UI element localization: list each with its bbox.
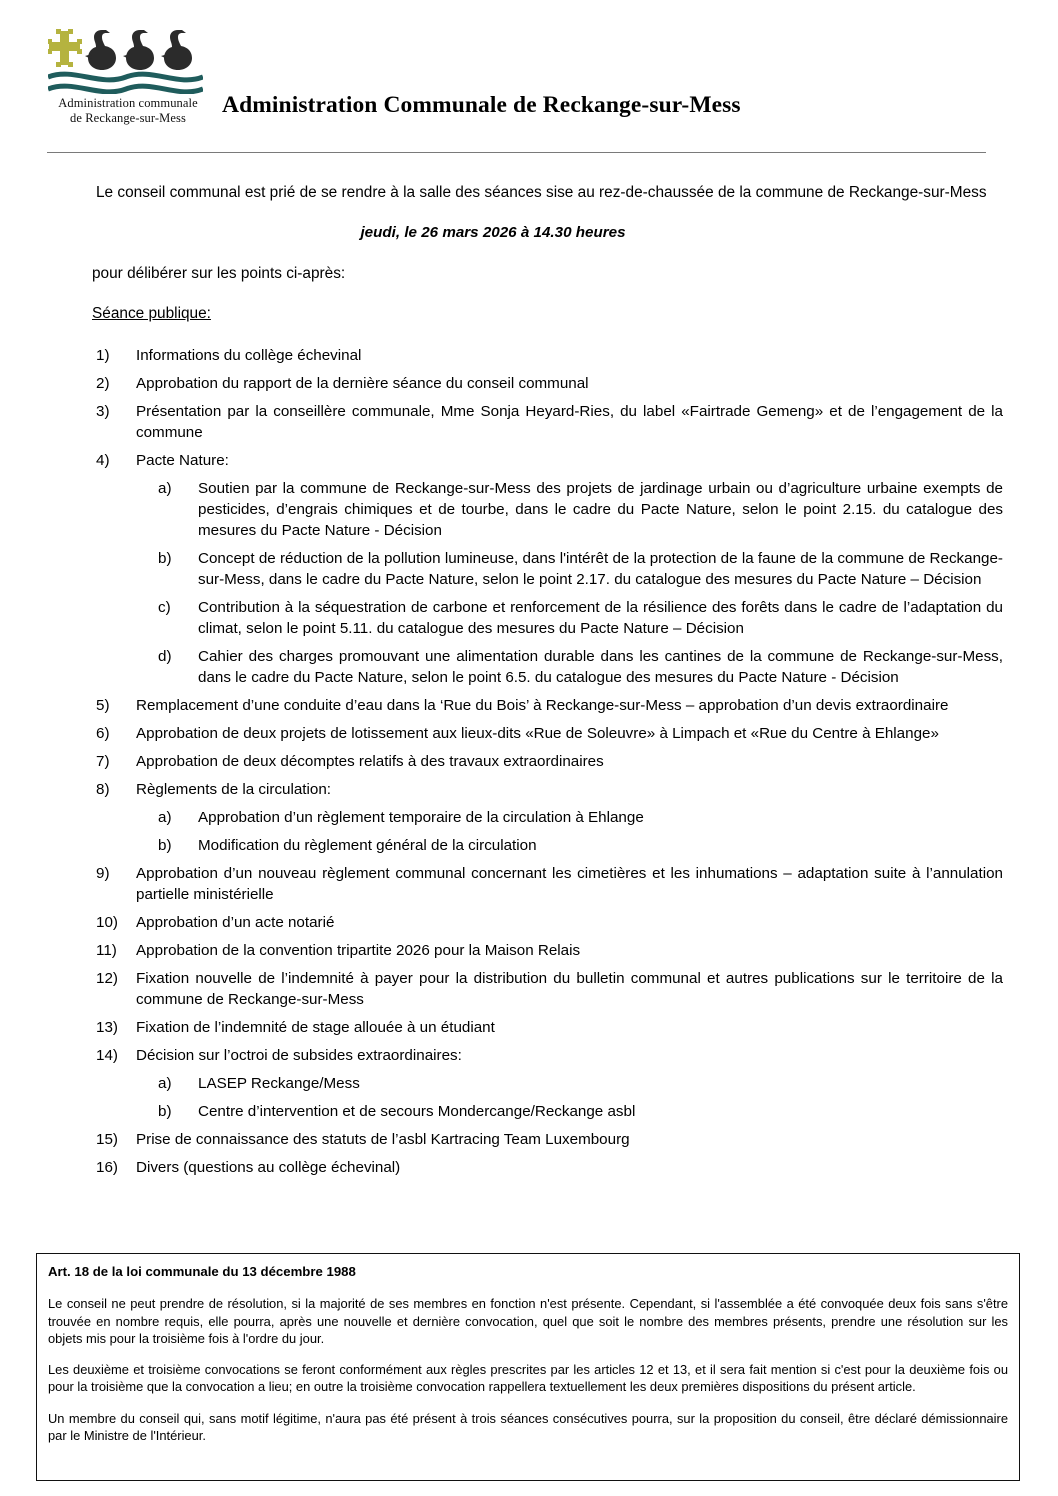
legal-notice-title: Art. 18 de la loi communale du 13 décembre 1988 bbox=[48, 1264, 356, 1279]
agenda-item-text: Fixation nouvelle de l’indemnité à payer pour la distribution du bulletin communal et autres publications sur le territoire de la commune de Reckange-sur-Mess bbox=[136, 969, 1003, 1008]
document-header bbox=[0, 0, 1058, 140]
agenda-item-number: 11) bbox=[96, 941, 117, 959]
agenda-subitem bbox=[136, 478, 1003, 541]
agenda-item-number: 10) bbox=[96, 913, 118, 931]
agenda-subitem-text: Soutien par la commune de Reckange-sur-Mess des projets de jardinage urbain ou d’agriculture urbaine exempts de pesticides, d’engrais chimiques et de tourbe, dans le cadre du Pacte Nature, selon le point 2.15. du catalogue des mesures du Pacte Nature - Décision bbox=[198, 479, 1003, 539]
agenda-subitem bbox=[136, 597, 1003, 639]
agenda-item-text: Informations du collège échevinal bbox=[136, 346, 362, 364]
agenda-item bbox=[96, 863, 1003, 905]
agenda-subitem-text: Centre d’intervention et de secours Mondercange/Reckange asbl bbox=[198, 1102, 636, 1120]
agenda-item bbox=[96, 1045, 1003, 1122]
agenda-item-number: 9) bbox=[96, 864, 110, 882]
agenda-subitem-list bbox=[136, 478, 1003, 688]
agenda-subitem-number: d) bbox=[158, 647, 172, 665]
agenda-item-number: 8) bbox=[96, 780, 110, 798]
agenda-item bbox=[96, 751, 1003, 772]
agenda-item bbox=[96, 968, 1003, 1010]
agenda-item bbox=[96, 940, 1003, 961]
agenda-item-number: 6) bbox=[96, 724, 110, 742]
agenda-item-text: Règlements de la circulation: bbox=[136, 780, 332, 798]
agenda-item-number: 13) bbox=[96, 1018, 118, 1036]
agenda-item bbox=[96, 779, 1003, 856]
agenda-subitem-text: Concept de réduction de la pollution lumineuse, dans l'intérêt de la protection de la faune de la commune de Reckange-sur-Mess, dans le cadre du Pacte Nature, selon le point 2.17. du catalogue des mesures du Pacte Nature – Décision bbox=[198, 549, 1003, 588]
agenda-subitem bbox=[136, 548, 1003, 590]
legal-paragraph: Le conseil ne peut prendre de résolution, si la majorité de ses membres en fonction n'est présente. Cependant, si l'assemblée a été convoquée deux fois sans s'être trouvée en nombre requis, elle pourra, après une nouvelle et dernière convocation, quel que soit le nombre des membres présents, prendre une résolution sur les objets mis pour la troisième fois à l'ordre du jour. bbox=[48, 1296, 1008, 1346]
agenda-subitem-number: a) bbox=[158, 1074, 172, 1092]
convocation-paragraph: Le conseil communal est prié de se rendre à la salle des séances sise au rez-de-chaussée de la commune de Reckange-sur-Mess bbox=[96, 184, 987, 201]
agenda-item-number: 3) bbox=[96, 402, 110, 420]
agenda-subitem bbox=[136, 807, 1003, 828]
agenda-subitem-number: b) bbox=[158, 1102, 172, 1120]
agenda-item-text: Approbation d’un nouveau règlement communal concernant les cimetières et les inhumations – adaptation suite à l’annulation partielle ministérielle bbox=[136, 864, 1003, 903]
agenda-item-number: 5) bbox=[96, 696, 110, 714]
agenda-item bbox=[96, 450, 1003, 688]
agenda-list bbox=[96, 345, 1003, 1178]
agenda-subitem-number: b) bbox=[158, 549, 172, 567]
header-divider bbox=[47, 152, 986, 153]
agenda-item-number: 14) bbox=[96, 1046, 118, 1064]
agenda-item bbox=[96, 1017, 1003, 1038]
legal-paragraph: Les deuxième et troisième convocations se feront conformément aux règles prescrites par les articles 12 et 13, et il sera fait mention si c'est pour la deuxième fois ou pour la troisième que la convocation a lieu; en outre la troisième convocation rappellera textuellement les deux premières dispositions du présent article. bbox=[48, 1362, 1008, 1395]
agenda-subitem-text: Cahier des charges promouvant une alimentation durable dans les cantines de la commune de Reckange-sur-Mess, dans le cadre du Pacte Nature, selon le point 6.5. du catalogue des mesures du Pacte Nature - Décision bbox=[198, 647, 1003, 686]
coat-of-arms-icon bbox=[48, 26, 203, 94]
agenda-item-text: Fixation de l’indemnité de stage allouée à un étudiant bbox=[136, 1018, 495, 1036]
agenda-item-number: 12) bbox=[96, 969, 118, 987]
agenda-item-number: 16) bbox=[96, 1158, 118, 1176]
agenda-subitem-list bbox=[136, 807, 1003, 856]
agenda-item-number: 15) bbox=[96, 1130, 118, 1148]
agenda-subitem-number: b) bbox=[158, 836, 172, 854]
agenda-subitem bbox=[136, 1073, 1003, 1094]
commune-logo bbox=[48, 26, 208, 125]
agenda-subitem bbox=[136, 646, 1003, 688]
agenda-subitem bbox=[136, 835, 1003, 856]
agenda-item-text: Remplacement d’une conduite d’eau dans la ‘Rue du Bois’ à Reckange-sur-Mess – approbation d’un devis extraordinaire bbox=[136, 696, 949, 714]
agenda-item-text: Pacte Nature: bbox=[136, 451, 229, 469]
agenda-subitem-number: a) bbox=[158, 479, 172, 497]
agenda-subitem-number: a) bbox=[158, 808, 172, 826]
agenda-item-text: Divers (questions au collège échevinal) bbox=[136, 1158, 401, 1176]
logo-caption-line-2: de Reckange-sur-Mess bbox=[70, 110, 186, 125]
logo-caption-line-1: Administration communale bbox=[58, 96, 198, 110]
agenda-item-text: Présentation par la conseillère communale, Mme Sonja Heyard-Ries, du label «Fairtrade Gemeng» et de l’engagement de la commune bbox=[136, 402, 1003, 441]
agenda-item bbox=[96, 1129, 1003, 1150]
session-label: Séance publique: bbox=[92, 304, 211, 322]
agenda-subitem bbox=[136, 1101, 1003, 1122]
agenda-item-text: Prise de connaissance des statuts de l’asbl Kartracing Team Luxembourg bbox=[136, 1130, 630, 1148]
agenda-subitem-text: Modification du règlement général de la circulation bbox=[198, 836, 537, 854]
meeting-datetime: jeudi, le 26 mars 2026 à 14.30 heures bbox=[360, 223, 626, 241]
agenda-item-number: 1) bbox=[96, 346, 110, 364]
legal-paragraph: Un membre du conseil qui, sans motif légitime, n'aura pas été présent à trois séances consécutives pourra, sur la proposition du conseil, être déclaré démissionnaire par le Ministre de l'Intérieur. bbox=[48, 1410, 1008, 1444]
agenda-subitem-text: Approbation d’un règlement temporaire de la circulation à Ehlange bbox=[198, 808, 644, 826]
document-body bbox=[0, 160, 1058, 1185]
agenda-item bbox=[96, 1157, 1003, 1178]
agenda-item bbox=[96, 912, 1003, 933]
agenda-item bbox=[96, 723, 1003, 744]
agenda-item bbox=[96, 695, 1003, 716]
agenda-item-text: Décision sur l’octroi de subsides extraordinaires: bbox=[136, 1046, 462, 1064]
legal-notice-paragraphs bbox=[48, 1295, 1008, 1444]
agenda-item bbox=[96, 401, 1003, 443]
logo-caption bbox=[48, 96, 208, 125]
deliberate-line: pour délibérer sur les points ci-après: bbox=[92, 264, 346, 282]
agenda-item-number: 2) bbox=[96, 374, 110, 392]
agenda-item bbox=[96, 373, 1003, 394]
agenda-item-text: Approbation de deux projets de lotissement aux lieux-dits «Rue de Soleuvre» à Limpach et «Rue du Centre à Ehlange» bbox=[136, 724, 939, 742]
legal-notice-box bbox=[36, 1253, 1020, 1481]
agenda-item-number: 4) bbox=[96, 451, 110, 469]
agenda-item-text: Approbation du rapport de la dernière séance du conseil communal bbox=[136, 374, 589, 392]
agenda-subitem-text: Contribution à la séquestration de carbone et renforcement de la résilience des forêts dans le cadre de l’adaptation du climat, selon le point 5.11. du catalogue des mesures du Pacte Nature – Décision bbox=[198, 598, 1003, 637]
page-title: Administration Communale de Reckange-sur-Mess bbox=[222, 92, 741, 118]
agenda-item-number: 7) bbox=[96, 752, 110, 770]
agenda-subitem-number: c) bbox=[158, 598, 171, 616]
agenda-subitem-list bbox=[136, 1073, 1003, 1122]
agenda-item bbox=[96, 345, 1003, 366]
agenda-item-text: Approbation de deux décomptes relatifs à des travaux extraordinaires bbox=[136, 752, 604, 770]
agenda-subitem-text: LASEP Reckange/Mess bbox=[198, 1074, 360, 1092]
agenda-item-text: Approbation de la convention tripartite 2026 pour la Maison Relais bbox=[136, 941, 581, 959]
agenda-item-text: Approbation d’un acte notarié bbox=[136, 913, 335, 931]
